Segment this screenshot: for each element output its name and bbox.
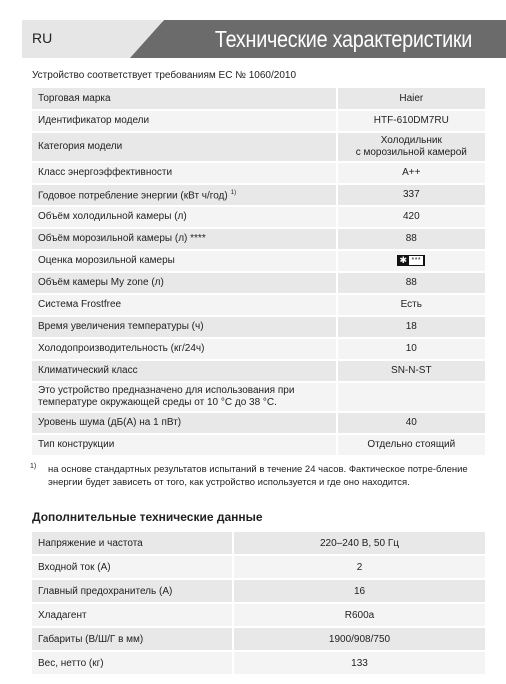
spec-row [32, 206, 485, 228]
footnote [30, 463, 490, 489]
additional-row [32, 651, 485, 675]
spec-param-label: Оценка морозильной камеры [38, 255, 175, 266]
spec-row [32, 272, 485, 294]
spec-value-text: 337 [402, 189, 420, 200]
spec-row [32, 412, 485, 434]
spec-param-label: Объём камеры My zone (л) [38, 277, 164, 288]
spec-param-label: Тип конструкции [38, 439, 115, 450]
spec-row [32, 132, 485, 162]
spec-row [32, 162, 485, 184]
freezer-star-rating-icon: ✱ *** [397, 255, 425, 266]
additional-param: Входной ток (А) [32, 555, 233, 579]
spec-param [32, 434, 337, 456]
spec-param [32, 294, 337, 316]
spec-value-text: 10 [405, 343, 417, 354]
spec-param [32, 132, 337, 162]
spec-value [337, 294, 485, 316]
spec-value-text: A++ [402, 167, 421, 178]
additional-param: Главный предохранитель (А) [32, 579, 233, 603]
spec-row [32, 434, 485, 456]
spec-row [32, 294, 485, 316]
spec-param [32, 110, 337, 132]
spec-param [32, 184, 337, 206]
spec-value-text: 420 [402, 211, 420, 222]
specs-table [32, 88, 485, 457]
spec-param-label: Объём холодильной камеры (л) [38, 211, 187, 222]
spec-row [32, 88, 485, 110]
spec-value [337, 316, 485, 338]
footnote-mark: 1) [30, 463, 37, 470]
spec-row [32, 382, 485, 412]
spec-param [32, 360, 337, 382]
language-label: RU [32, 30, 53, 46]
spec-value-text: Есть [400, 299, 422, 310]
spec-param [32, 412, 337, 434]
spec-value-text: 88 [405, 277, 417, 288]
spec-value [337, 434, 485, 456]
additional-row [32, 532, 485, 555]
spec-value [337, 382, 485, 412]
spec-value-text: SN-N-ST [391, 365, 432, 376]
spec-row [32, 250, 485, 272]
spec-row [32, 184, 485, 206]
spec-row [32, 338, 485, 360]
spec-param [32, 250, 337, 272]
additional-param: Вес, нетто (кг) [32, 651, 233, 675]
spec-value-text: 18 [405, 321, 417, 332]
spec-value-text: HTF-610DM7RU [373, 115, 449, 126]
spec-value [337, 272, 485, 294]
spec-param-label: Система Frostfree [38, 299, 122, 310]
spec-row [32, 228, 485, 250]
additional-data-title: Дополнительные технические данные [32, 510, 263, 524]
spec-param [32, 206, 337, 228]
spec-param [32, 338, 337, 360]
star-rating-label: *** [411, 256, 422, 264]
spec-value-text: 88 [405, 233, 417, 244]
spec-value-text: 40 [405, 417, 417, 428]
spec-value [337, 228, 485, 250]
spec-param-label: Класс энергоэффективности [38, 167, 173, 178]
footnote-text: на основе стандартных результатов испытаний в течение 24 часов. Фактическое потре-бление энергии будет зависеть от того, как устройство используется и где оно находится. [48, 464, 468, 488]
additional-value: 16 [233, 579, 485, 603]
spec-value [337, 250, 485, 272]
spec-value-text: Haier [399, 92, 424, 104]
spec-value [337, 110, 485, 132]
spec-param-label: Идентификатор модели [38, 115, 150, 126]
spec-param [32, 88, 337, 110]
spec-value [337, 132, 485, 162]
spec-param [32, 228, 337, 250]
spec-param [32, 316, 337, 338]
additional-row [32, 579, 485, 603]
spec-value-text: Отдельно стоящий [367, 439, 456, 450]
spec-param [32, 162, 337, 184]
page-header [0, 0, 506, 66]
spec-value [337, 412, 485, 434]
spec-param-label: Торговая марка [38, 92, 111, 104]
additional-row [32, 555, 485, 579]
additional-param: Хладагент [32, 603, 233, 627]
additional-value: 133 [233, 651, 485, 675]
additional-row [32, 627, 485, 651]
spec-param-label: Категория модели [38, 141, 123, 152]
spec-value [337, 360, 485, 382]
page-title: Технические характеристики [214, 26, 472, 52]
footnote-ref: 1) [230, 190, 237, 197]
spec-value [337, 206, 485, 228]
additional-data-table [32, 532, 485, 676]
spec-param-label: Климатический класс [38, 365, 138, 376]
additional-value: 220–240 В, 50 Гц [233, 532, 485, 555]
spec-value [337, 162, 485, 184]
spec-param-label: Годовое потребление энергии (кВт ч/год) [38, 190, 228, 202]
additional-value: 2 [233, 555, 485, 579]
spec-row [32, 316, 485, 338]
spec-value-line: с морозильной камерой [355, 147, 467, 158]
spec-param-label: Уровень шума (дБ(А) на 1 пВт) [38, 417, 182, 428]
compliance-note: Устройство соответствует требованиям ЕС № 1060/2010 [32, 70, 296, 81]
spec-param-label: Холодопроизводительность (кг/24ч) [38, 343, 205, 354]
additional-value: 1900/908/750 [233, 627, 485, 651]
additional-param: Напряжение и частота [32, 532, 233, 555]
additional-param: Габариты (В/Ш/Г в мм) [32, 627, 233, 651]
spec-row [32, 360, 485, 382]
additional-value: R600a [233, 603, 485, 627]
spec-param-label: Время увеличения температуры (ч) [38, 321, 204, 332]
spec-param [32, 272, 337, 294]
spec-param [32, 382, 337, 412]
spec-row [32, 110, 485, 132]
spec-param-line: температуре окружающей среды от 10 °C до 38 °C. [38, 397, 277, 408]
spec-value [337, 338, 485, 360]
spec-param-line: Это устройство предназначено для использования при [38, 385, 295, 396]
additional-row [32, 603, 485, 627]
spec-value [337, 184, 485, 206]
spec-param-label: Объём морозильной камеры (л) **** [38, 233, 206, 244]
spec-value [337, 88, 485, 110]
spec-value-line: Холодильник [380, 135, 442, 146]
